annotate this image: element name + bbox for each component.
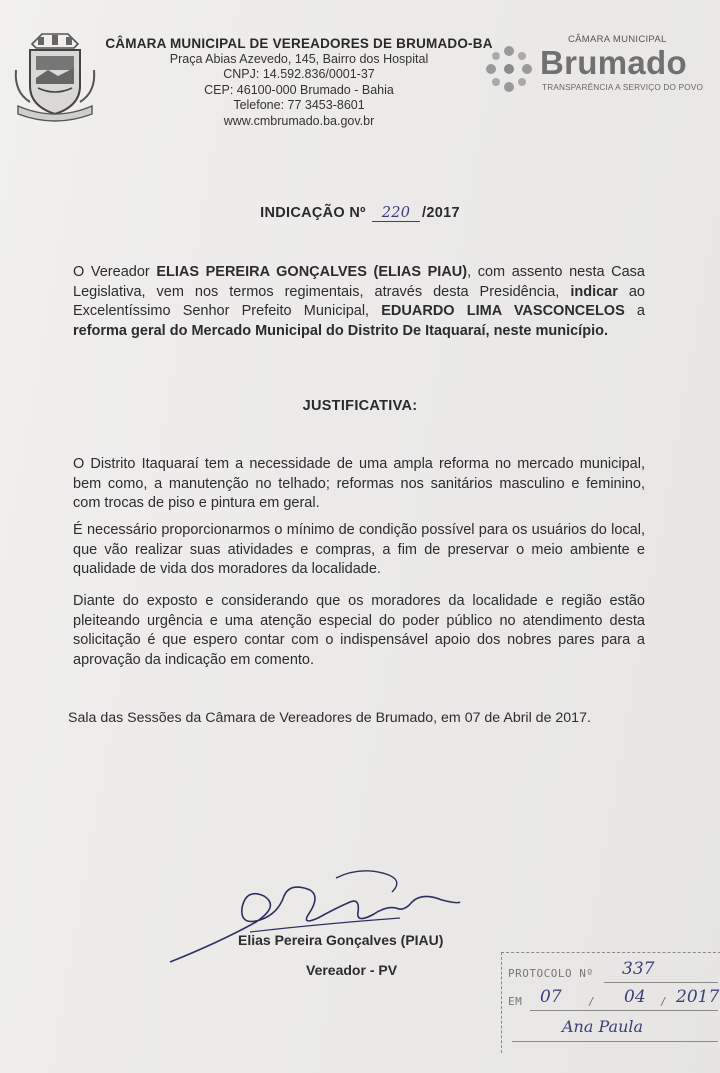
logo-name: Brumado <box>540 44 687 81</box>
phone: Telefone: 77 3453-8601 <box>233 98 365 112</box>
title-prefix: INDICAÇÃO Nº <box>260 205 366 221</box>
date-label: EM <box>508 995 523 1008</box>
protocol-number: 337 <box>622 959 655 979</box>
intro-verb: indicar <box>570 283 618 300</box>
stamp-day: 07 <box>540 987 562 1007</box>
handwritten-signature <box>160 862 480 972</box>
request-subject: reforma geral do Mercado Municipal do Distrito De Itaquaraí, neste município. <box>73 322 608 339</box>
intro-text: O Vereador <box>73 264 157 280</box>
intro-paragraph <box>73 263 645 341</box>
logo-tagline: TRANSPARÊNCIA A SERVIÇO DO POVO <box>542 83 704 92</box>
justification-paragraph: É necessário proporcionarmos o mínimo de condição possível para os usuários do local, que vão realizar suas atividades e compras, a fim de preservar o meio ambiente e qualidade de vida dos moradores da localidade. <box>73 522 645 578</box>
stamp-year: 2017 <box>676 987 720 1007</box>
website: www.cmbrumado.ba.gov.br <box>223 113 375 128</box>
title-year: /2017 <box>422 205 460 221</box>
indication-number: 220 <box>372 205 420 222</box>
justification-paragraph: O Distrito Itaquaraí tem a necessidade de uma ampla reforma no mercado municipal, bem como, a manutenção no telhado; reformas nos sanitários masculino e feminino, com trocas de piso e pintura em geral. <box>73 456 645 512</box>
logo-pretitle: CÂMARA MUNICIPAL <box>568 34 667 45</box>
municipal-crest-icon <box>12 30 98 122</box>
letterhead <box>104 36 494 129</box>
cep: CEP: 46100-000 Brumado - Bahia <box>204 82 394 97</box>
document-title <box>0 205 720 222</box>
logo-mark-icon <box>482 42 536 96</box>
protocol-stamp <box>501 952 720 1053</box>
stamp-month: 04 <box>624 987 646 1007</box>
brumado-logo <box>482 34 714 106</box>
address: Praça Abias Azevedo, 145, Bairro dos Hospital <box>169 51 429 66</box>
justification-paragraph: Diante do exposto e considerando que os moradores da localidade e região estão pleiteando urgência e uma atenção especial do poder público no atendimento desta solicitação é que espero contar com o indispensável apoio dos nobres pares para a aprovação da indicação em comento. <box>73 593 645 668</box>
receiver-signature: Ana Paula <box>562 1017 644 1036</box>
closing-line: Sala das Sessões da Câmara de Vereadores de Brumado, em 07 de Abril de 2017. <box>68 710 591 726</box>
signer-role: Vereador - PV <box>306 962 398 978</box>
date-separator: / <box>660 995 668 1008</box>
signer-name: Elias Pereira Gonçalves (PIAU) <box>238 932 444 948</box>
cnpj: CNPJ: 14.592.836/0001-37 <box>223 67 375 81</box>
intro-text: , com assento nesta Casa Legislativa, vem nos termos regimentais, através desta Presidência, <box>73 264 645 300</box>
mayor-name: EDUARDO LIMA VASCONCELOS <box>381 303 625 320</box>
intro-text: ao Excelentíssimo Senhor Prefeito Municipal, <box>73 283 645 320</box>
protocol-label: PROTOCOLO Nº <box>508 967 594 980</box>
organization-name: CÂMARA MUNICIPAL DE VEREADORES DE BRUMADO-BA <box>105 36 493 51</box>
councilor-name: ELIAS PEREIRA GONÇALVES (ELIAS PIAU) <box>156 264 468 280</box>
date-separator: / <box>588 995 596 1008</box>
justification-heading: JUSTIFICATIVA: <box>302 398 418 414</box>
intro-text: a <box>624 303 645 320</box>
